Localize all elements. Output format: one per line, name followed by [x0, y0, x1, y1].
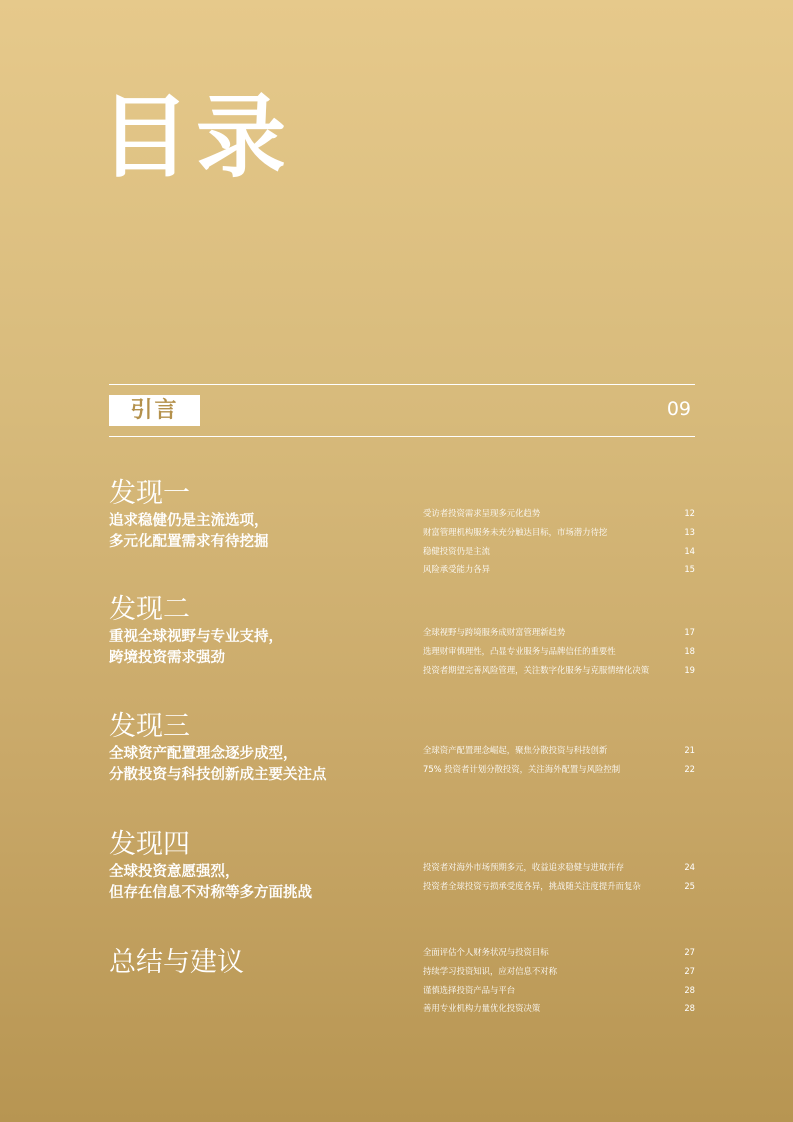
toc-section-finding-3 [109, 711, 695, 785]
toc-entry[interactable] [423, 858, 695, 877]
intro-label[interactable]: 引言 [109, 395, 200, 426]
entry-page: 14 [684, 545, 695, 556]
divider-bottom [109, 436, 695, 437]
entry-page: 15 [684, 564, 695, 575]
entry-text: 选理财审慎理性，凸显专业服务与品牌信任的重要性 [423, 645, 616, 656]
entry-page: 25 [684, 880, 695, 891]
entry-page: 27 [684, 965, 695, 976]
intro-page-number[interactable]: 09 [666, 398, 691, 420]
entry-text: 75% 投资者计划分散投资，关注海外配置与风险控制 [423, 763, 621, 774]
entry-page: 22 [684, 763, 695, 774]
toc-entry[interactable] [423, 981, 695, 1000]
entry-page: 28 [684, 984, 695, 995]
entry-text: 受访者投资需求呈现多元化趋势 [423, 508, 541, 518]
entry-page: 28 [684, 1003, 695, 1014]
toc-entry[interactable] [423, 760, 695, 779]
entry-text: 投资者期望完善风险管理，关注数字化服务与克服情绪化决策 [423, 664, 650, 675]
section-subtitle-line: 全球资产配置理念逐步成型， [109, 746, 298, 762]
page-title: 目录 [100, 85, 292, 190]
toc-entry[interactable] [423, 560, 695, 579]
entry-text: 全面评估个人财务状况与投资目标 [423, 947, 549, 957]
entry-page: 18 [684, 645, 695, 656]
toc-section-finding-2 [109, 594, 695, 675]
entry-text: 风险承受能力各异 [423, 564, 490, 575]
entry-text: 财富管理机构服务未充分触达目标，市场潜力待挖 [423, 526, 608, 537]
entry-page: 21 [684, 745, 695, 755]
entry-text: 全球视野与跨境服务成财富管理新趋势 [423, 627, 566, 637]
section-title[interactable]: 发现四 [109, 829, 190, 860]
entry-text: 投资者对海外市场预期多元，收益追求稳健与进取并存 [423, 862, 624, 872]
section-subtitle-line: 跨境投资需求强劲 [109, 650, 225, 666]
section-title[interactable]: 发现一 [109, 478, 190, 509]
toc-entry[interactable] [423, 542, 695, 561]
entry-page: 27 [684, 947, 695, 957]
section-subtitle-line: 重视全球视野与专业支持， [109, 629, 283, 645]
toc-entry[interactable] [423, 623, 695, 642]
section-title[interactable]: 总结与建议 [109, 947, 244, 978]
section-subtitle-line: 全球投资意愿强烈， [109, 864, 240, 880]
toc-entry[interactable] [423, 943, 695, 962]
toc-entry[interactable] [423, 504, 695, 523]
entry-text: 谨慎选择投资产品与平台 [423, 984, 516, 995]
entry-text: 善用专业机构力量优化投资决策 [423, 1003, 541, 1014]
entry-page: 24 [684, 862, 695, 872]
toc-entry[interactable] [423, 877, 695, 896]
section-subtitle-line: 多元化配置需求有待挖掘 [109, 534, 269, 550]
toc-entry[interactable] [423, 642, 695, 661]
toc-entry[interactable] [423, 523, 695, 542]
entry-text: 稳健投资仍是主流 [423, 545, 490, 556]
entry-page: 19 [684, 664, 695, 675]
toc-entry[interactable] [423, 661, 695, 680]
entry-text: 投资者全球投资亏损承受度各异，挑战随关注度提升而复杂 [423, 880, 641, 891]
entry-page: 13 [684, 526, 695, 537]
entry-text: 全球资产配置理念崛起，聚焦分散投资与科技创新 [423, 745, 608, 755]
toc-section-summary [109, 947, 695, 1014]
toc-section-finding-1 [109, 478, 695, 575]
section-subtitle-line: 但存在信息不对称等多方面挑战 [109, 885, 312, 901]
divider-top [109, 384, 695, 385]
entry-text: 持续学习投资知识，应对信息不对称 [423, 965, 557, 976]
toc-entry[interactable] [423, 741, 695, 760]
toc-entry[interactable] [423, 999, 695, 1018]
entry-page: 12 [684, 508, 695, 518]
section-subtitle-line: 追求稳健仍是主流选项， [109, 513, 269, 529]
toc-section-finding-4 [109, 829, 695, 903]
entry-page: 17 [684, 627, 695, 637]
toc-entry[interactable] [423, 962, 695, 981]
section-title[interactable]: 发现三 [109, 711, 190, 742]
section-subtitle-line: 分散投资与科技创新成主要关注点 [109, 767, 327, 783]
section-title[interactable]: 发现二 [109, 594, 190, 625]
